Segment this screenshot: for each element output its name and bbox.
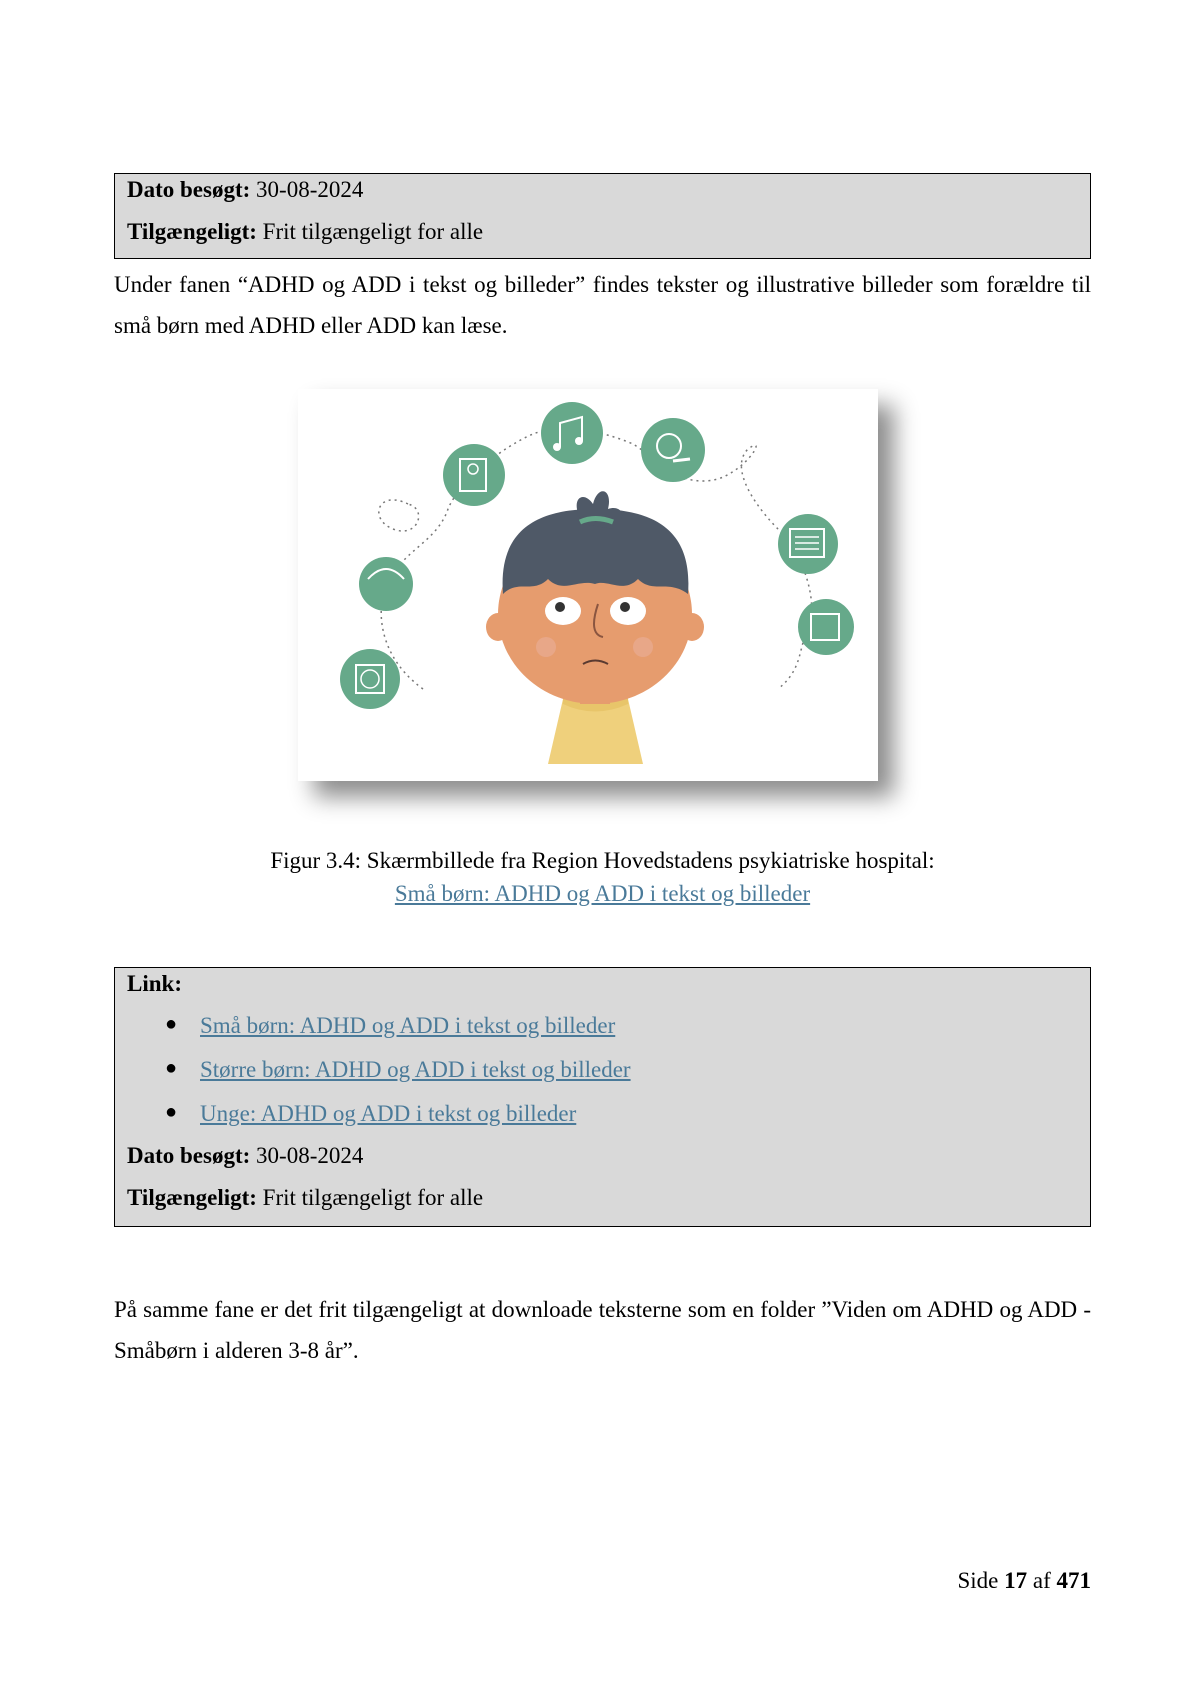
- folder-icon: [798, 599, 854, 655]
- availability-line: [115, 1186, 483, 1209]
- availability-line: [115, 220, 483, 243]
- child-illustration: [298, 389, 878, 781]
- links-title: [115, 972, 182, 995]
- figure-illustration: [298, 389, 878, 781]
- bullet-icon: ●: [165, 1101, 178, 1123]
- info-box-top: [114, 173, 1091, 259]
- links-title-text: Link:: [127, 971, 182, 996]
- availability-label: Tilgængeligt:: [127, 219, 257, 244]
- date-visited-label: Dato besøgt:: [127, 177, 251, 202]
- paragraph-intro: Under fanen “ADHD og ADD i tekst og billeder” findes tekster og illustrative billeder som forældre til små børn med ADHD eller ADD kan læse.: [114, 272, 1091, 338]
- bullet-icon: ●: [165, 1057, 178, 1079]
- figure-caption-link-wrap: [114, 881, 1091, 907]
- availability-label: Tilgængeligt:: [127, 1185, 257, 1210]
- info-box-links: [114, 967, 1091, 1227]
- hand-icon: [359, 557, 413, 611]
- bullet-icon: ●: [165, 1013, 178, 1035]
- date-visited-value: 30-08-2024: [250, 177, 364, 202]
- date-visited-label: Dato besøgt:: [127, 1143, 251, 1168]
- document-icon: [778, 514, 838, 574]
- date-visited-value: 30-08-2024: [250, 1143, 364, 1168]
- date-visited-line: [115, 1144, 363, 1167]
- page-prefix: Side: [957, 1568, 1005, 1593]
- link-youth[interactable]: Unge: ADHD og ADD i tekst og billeder: [200, 1101, 577, 1126]
- clock-icon: [340, 649, 400, 709]
- page-mid: af: [1027, 1568, 1057, 1593]
- link-small-children[interactable]: Små børn: ADHD og ADD i tekst og billeder: [200, 1013, 616, 1038]
- link-older-children[interactable]: Større børn: ADHD og ADD i tekst og billeder: [200, 1057, 631, 1082]
- availability-value: Frit tilgængeligt for alle: [256, 1185, 484, 1210]
- face-icon: [641, 418, 705, 482]
- music-note-icon: [541, 402, 603, 464]
- total-pages: 471: [1056, 1568, 1091, 1593]
- page-number: [957, 1568, 1091, 1594]
- date-visited-line: [115, 178, 363, 201]
- child-figure: [486, 491, 704, 764]
- figure-caption-link[interactable]: Små børn: ADHD og ADD i tekst og billeder: [394, 881, 811, 906]
- paragraph-download: På samme fane er det frit tilgængeligt at downloade teksterne som en folder ”Viden om ADHD og ADD - Småbørn i alderen 3-8 år”.: [114, 1297, 1091, 1363]
- book-icon: [443, 444, 505, 506]
- current-page: 17: [1004, 1568, 1028, 1593]
- figure-caption: Figur 3.4: Skærmbillede fra Region Hovedstadens psykiatriske hospital:: [270, 848, 935, 873]
- availability-value: Frit tilgængeligt for alle: [256, 219, 484, 244]
